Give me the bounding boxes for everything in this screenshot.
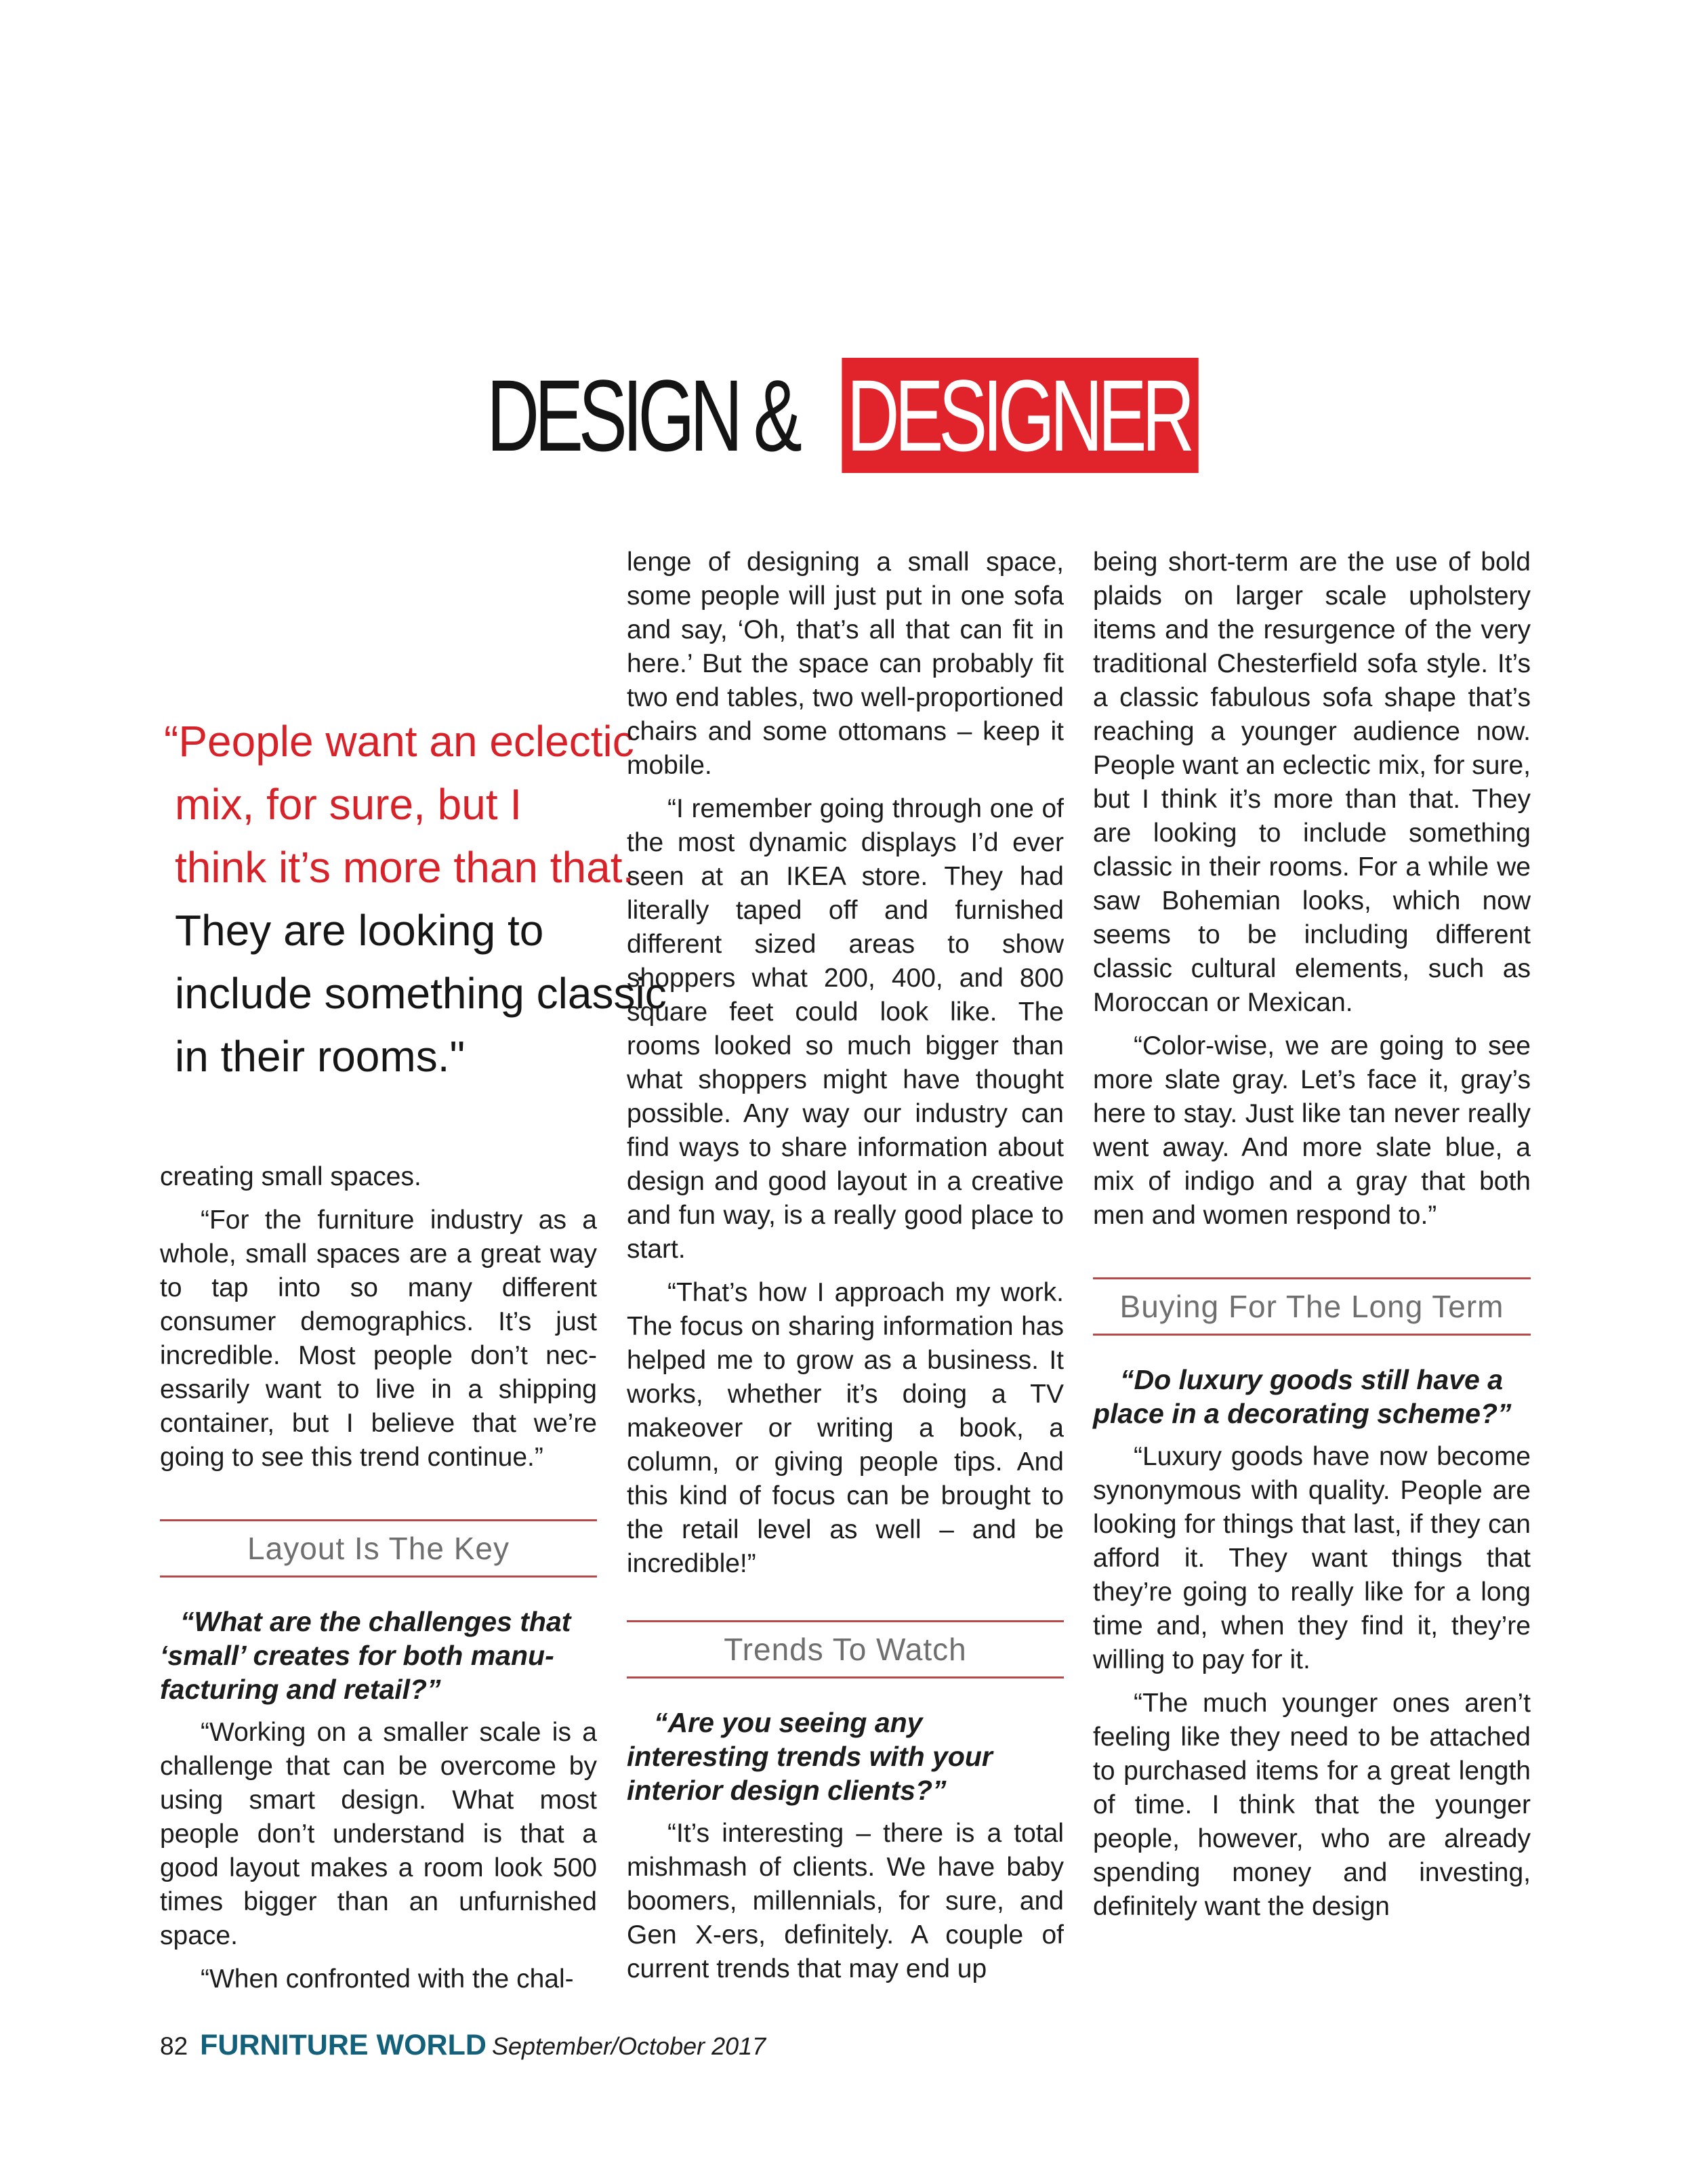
article-column-1: [160, 1160, 597, 2006]
paragraph: “Luxury goods have now become synonymous with quality. People are looking for things that last, if they can afford it. They want things that they’re going to really like for a long time and, when they find it, they’re willing to pay for it.: [1093, 1442, 1531, 1674]
paragraph: lenge of designing a small space, some people will just put in one sofa and say, ‘Oh, that’s all that can fit in here.’ But the space can probably fit two end tables, two well-proportioned chairs and some ottomans – keep it mobile.: [627, 548, 1064, 780]
pull-quote-line: “People want an eclectic: [164, 717, 634, 766]
pull-quote-line: in their rooms.": [175, 1032, 466, 1081]
page-number: 82: [160, 2032, 188, 2060]
article-column-3: [1093, 545, 1531, 1933]
issue-date: September/October 2017: [491, 2032, 766, 2060]
pull-quote-line: include something classic: [175, 969, 667, 1018]
section-rule: [1093, 1334, 1531, 1336]
paragraph: “That’s how I approach my work. The focus on sharing information has helped me to grow as a business. It works, whether it’s doing a TV makeover or writing a book, a column, or giving people tips. And this kind of focus can be brought to the retail level as well – and be incredible!”: [627, 1278, 1064, 1578]
interview-question: “Are you seeing any interesting trends with your interior design clients?”: [627, 1707, 993, 1806]
paragraph: “For the furniture industry as a whole, small spaces are a great way to tap into so many different consumer demographics. It’s just incredible. Most people don’t necessarily want to live in a shipping container, but I believe that we’re going to see this trend continue.”: [160, 1206, 597, 1472]
magazine-name: FURNITURE WORLD: [200, 2029, 487, 2061]
interview-question: “Do luxury goods still have a place in a decorating scheme?”: [1093, 1364, 1512, 1429]
interview-question: “What are the challenges that ‘small’ creates for both manufacturing and retail?”: [160, 1606, 571, 1705]
section-title-designer-highlight: DESIGNER: [842, 358, 1199, 473]
paragraph: being short-term are the use of bold plaids on larger scale upholstery items and the resurgence of the very traditional Chesterfield sofa style. It’s a classic fabulous sofa shape that’s reaching a younger audience now. People want an eclectic mix, for sure, but I think it’s more than that. They are looking to include something classic in their rooms. For a while we saw Bohemian looks, which now seems to be including different classic cultural elements, such as Moroccan or Mexican.: [1093, 548, 1531, 1017]
pull-quote-line: think it’s more than that.: [175, 843, 635, 892]
paragraph: “Color-wise, we are going to see more slate gray. Let’s face it, gray’s here to stay. Just like tan never really went away. And more slate blue, a mix of indigo and a gray that both men and women respond to.”: [1093, 1031, 1531, 1230]
paragraph: “When confronted with the chal-: [201, 1964, 574, 1994]
subhead-trends: Trends To Watch: [724, 1632, 967, 1667]
section-rule: [627, 1676, 1064, 1678]
article-column-2: [627, 545, 1064, 1996]
page-footer: [160, 2025, 766, 2067]
pull-quote-line: mix, for sure, but I: [175, 780, 522, 829]
paragraph: “Working on a smaller scale is a challenge that can be overcome by using smart design. What most people don’t understand is that a good layout makes a room look 500 times bigger than an unfurnished space.: [160, 1718, 597, 1950]
pull-quote-line: They are looking to: [175, 906, 544, 955]
section-rule: [160, 1575, 597, 1578]
section-title: [0, 358, 1694, 473]
subhead-buying: Buying For The Long Term: [1119, 1289, 1504, 1324]
paragraph: “I remember going through one of the most dynamic displays I’d ever seen at an IKEA store. They had literally taped off and furnished different sized areas to show shoppers what 200, 400, and 800 square feet could look like. The rooms looked so much bigger than what shoppers might have thought possible. Any way our industry can find ways to share information about design and good layout in a creative and fun way, is a really good place to start.: [627, 794, 1064, 1264]
paragraph: creating small spaces.: [160, 1162, 421, 1191]
pull-quote: [164, 710, 667, 1088]
section-title-design: DESIGN &: [486, 358, 798, 472]
paragraph: “It’s interesting – there is a total mishmash of clients. We have baby boomers, millennials, for sure, and Gen X-ers, definitely. A couple of current trends that may end up: [627, 1819, 1064, 1983]
paragraph: “The much younger ones aren’t feeling like they need to be attached to purchased items for a great length of time. I think that the younger people, however, who are already spending money and investing, definitely want the design: [1093, 1689, 1531, 1921]
subhead-layout: Layout Is The Key: [247, 1531, 510, 1566]
